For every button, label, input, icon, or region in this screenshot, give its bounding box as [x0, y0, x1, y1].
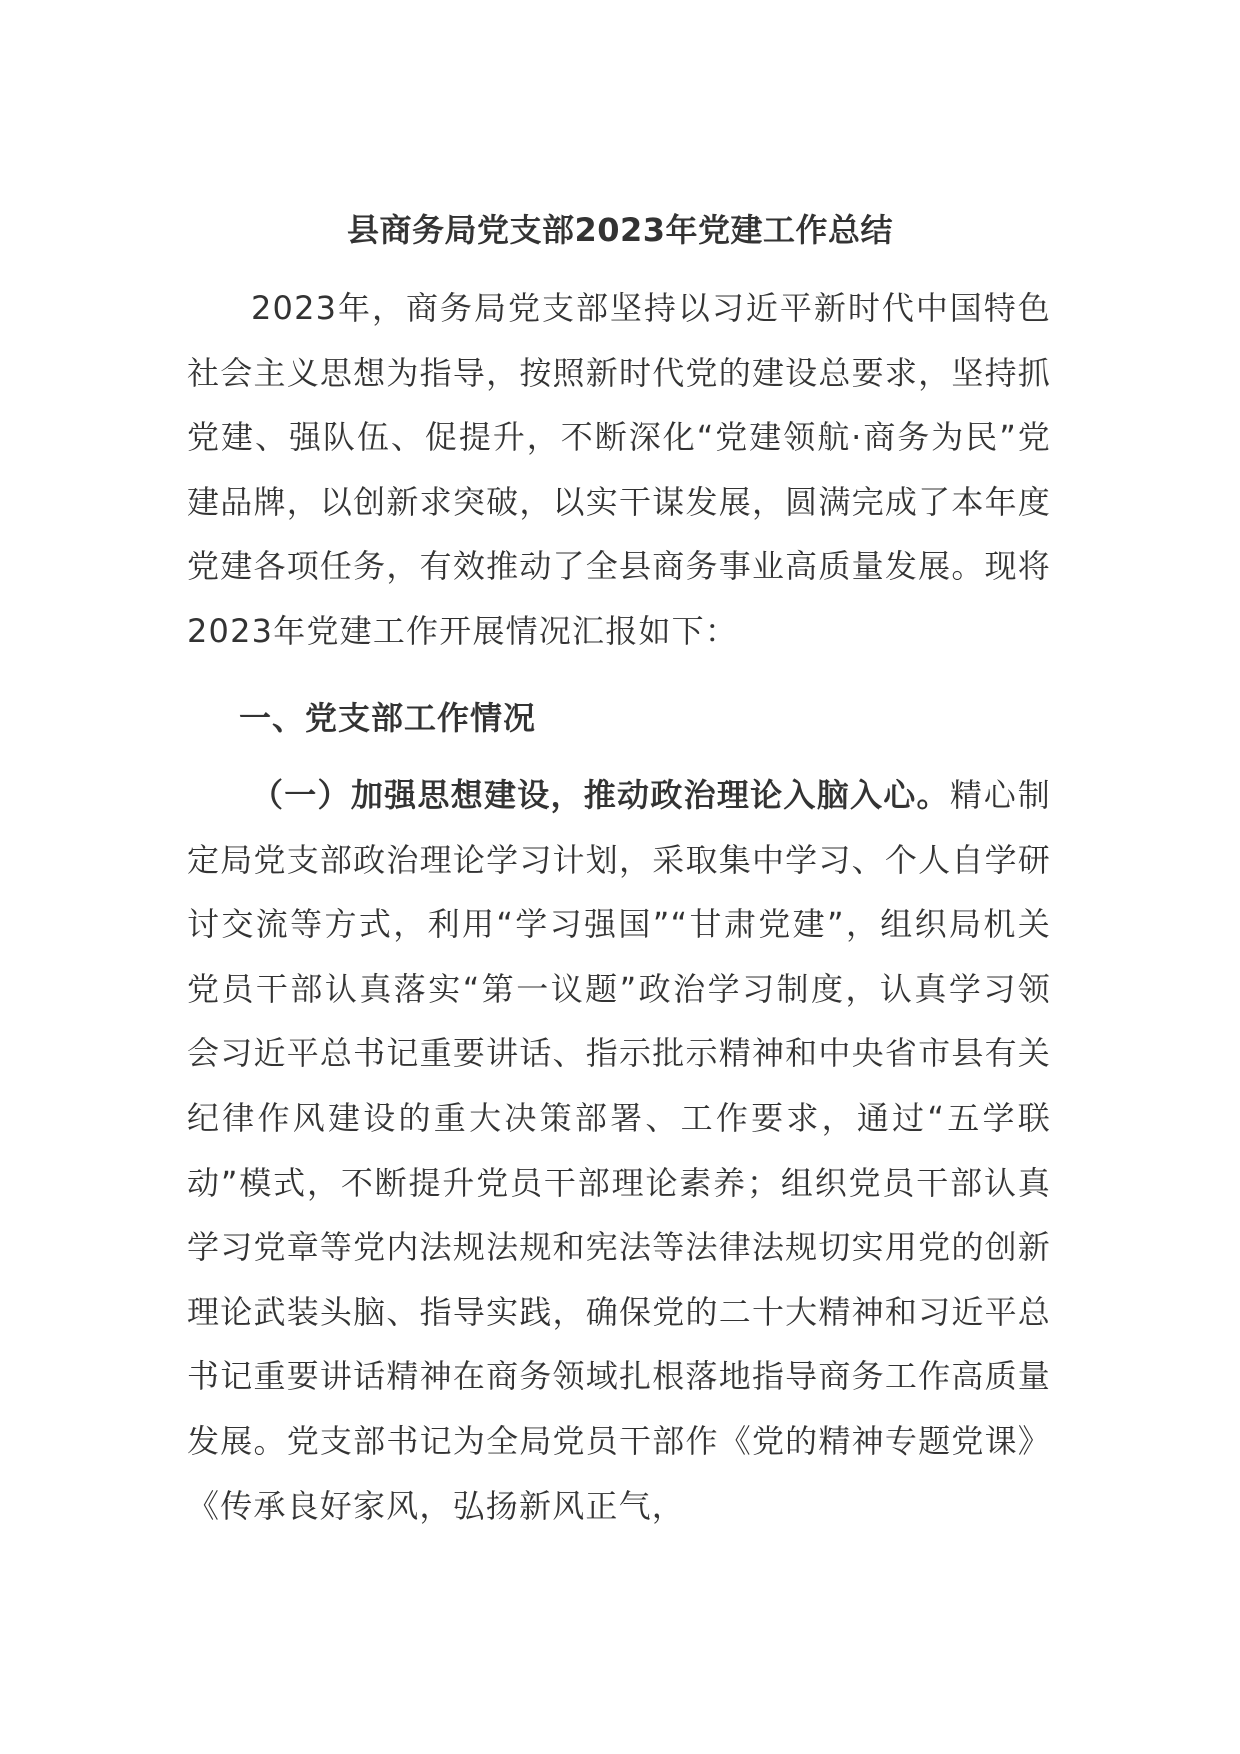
document-title: 县商务局党支部2023年党建工作总结 [346, 211, 894, 249]
subsection-one-text: 精心制定局党支部政治理论学习计划，采取集中学习、个人自学研讨交流等方式，利用“学习强国”“甘肃党建”，组织局机关党员干部认真落实“第一议题”政治学习制度，认真学习领会习近平总书记重要讲话、指示批示精神和中央省市县有关纪律作风建设的重大决策部署、工作要求，通过“五学联动”模式，不断提升党员干部理论素养；组织党员干部认真学习党章等党内法规法规和宪法等法律法规切实用党的创新理论武装头脑、指导实践，确保党的二十大精神和习近平总书记重要讲话精神在商务领域扎根落地指导商务工作高质量发展。党支部书记为全局党员干部作《党的精神专题党课》《传承良好家风，弘扬新风正气， [187, 776, 1051, 1525]
section-heading-one: 一、党支部工作情况 [239, 699, 537, 737]
subsection-one-lead: （一）加强思想建设，推动政治理论入脑入心。 [251, 776, 950, 814]
intro-paragraph: 2023年，商务局党支部坚持以习近平新时代中国特色社会主义思想为指导，按照新时代党的建设总要求，坚持抓党建、强队伍、促提升，不断深化“党建领航·商务为民”党建品牌，以创新求突破，以实干谋发展，圆满完成了本年度党建各项任务，有效推动了全县商务事业高质量发展。现将2023年党建工作开展情况汇报如下： [187, 289, 1051, 650]
subsection-one-paragraph [187, 763, 1051, 1538]
